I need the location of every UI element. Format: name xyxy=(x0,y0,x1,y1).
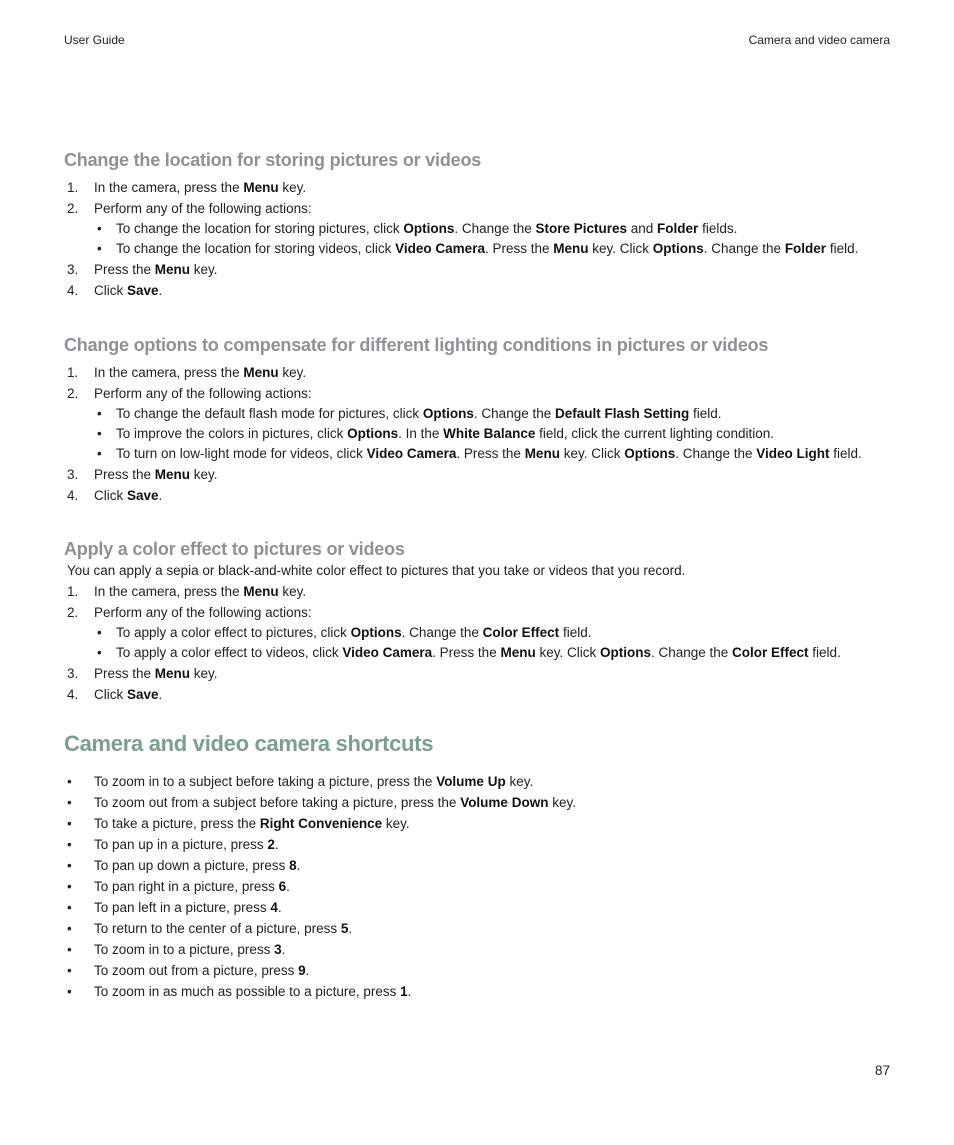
shortcut-text: . xyxy=(296,858,301,873)
shortcut-text: To pan up in a picture, press xyxy=(94,837,268,852)
ui-term: Save xyxy=(127,488,159,503)
step-text: key. xyxy=(190,666,218,681)
action-text: key. Click xyxy=(559,446,625,461)
shortcut-key: 9 xyxy=(298,963,306,978)
action-item xyxy=(94,219,894,239)
action-list xyxy=(94,623,894,663)
shortcut-text: To zoom in as much as possible to a picture, press xyxy=(94,984,401,999)
shortcut-key: 2 xyxy=(267,837,275,852)
step-text: . xyxy=(158,488,163,503)
action-text: . Change the xyxy=(473,406,555,421)
step-list xyxy=(64,177,894,301)
action-text: field. xyxy=(559,625,592,640)
spacer xyxy=(64,705,894,731)
action-text: To change the default flash mode for pictures, click xyxy=(116,406,423,421)
action-text: field. xyxy=(826,241,859,256)
ui-term: Menu xyxy=(154,467,191,482)
ui-term: Menu xyxy=(524,446,560,461)
ui-term: Menu xyxy=(243,365,279,380)
action-text: . Change the xyxy=(401,625,483,640)
page-content xyxy=(64,150,894,1002)
bullet-icon: • xyxy=(97,241,102,256)
step-item xyxy=(64,464,894,485)
shortcut-text: To pan left in a picture, press xyxy=(94,900,271,915)
step-item xyxy=(64,259,894,280)
step-list xyxy=(64,362,894,506)
shortcut-key: 4 xyxy=(270,900,278,915)
action-item xyxy=(94,444,894,464)
step-item xyxy=(64,177,894,198)
action-text: To improve the colors in pictures, click xyxy=(116,426,348,441)
ui-term: Menu xyxy=(553,241,589,256)
action-text: To apply a color effect to videos, click xyxy=(116,645,343,660)
shortcut-text: To pan right in a picture, press xyxy=(94,879,279,894)
step-text: key. xyxy=(190,262,218,277)
action-text: field. xyxy=(829,446,862,461)
ui-term: Video Camera xyxy=(366,446,457,461)
chapter-heading: Camera and video camera shortcuts xyxy=(64,731,434,756)
step-item xyxy=(64,198,894,259)
ui-term: White Balance xyxy=(443,426,536,441)
shortcut-text: . xyxy=(277,900,282,915)
shortcut-text: . xyxy=(305,963,310,978)
section-storage-location xyxy=(64,150,894,301)
step-number: 3. xyxy=(67,666,79,681)
ui-term: Default Flash Setting xyxy=(554,406,690,421)
ui-term: Save xyxy=(127,687,159,702)
step-list xyxy=(64,581,894,705)
shortcut-text: To take a picture, press the xyxy=(94,816,260,831)
step-item xyxy=(64,581,894,602)
ui-term: Options xyxy=(652,241,704,256)
shortcut-text: To return to the center of a picture, press xyxy=(94,921,341,936)
ui-term: Folder xyxy=(657,221,699,236)
shortcut-text: To zoom in to a picture, press xyxy=(94,942,275,957)
action-text: . Change the xyxy=(703,241,785,256)
step-number: 3. xyxy=(67,262,79,277)
ui-term: Menu xyxy=(154,262,191,277)
action-text: . In the xyxy=(398,426,444,441)
spacer xyxy=(64,301,894,335)
shortcut-text: To zoom out from a picture, press xyxy=(94,963,299,978)
ui-term: Color Effect xyxy=(732,645,809,660)
ui-term: Store Pictures xyxy=(535,221,628,236)
bullet-icon: • xyxy=(67,795,72,810)
step-number: 2. xyxy=(67,605,79,620)
step-number: 1. xyxy=(67,180,79,195)
step-text: In the camera, press the xyxy=(94,584,244,599)
action-text: fields. xyxy=(698,221,738,236)
shortcut-text: . xyxy=(274,837,279,852)
ui-term: Options xyxy=(347,426,399,441)
shortcut-text: To zoom out from a subject before taking a picture, press the xyxy=(94,795,461,810)
step-number: 2. xyxy=(67,201,79,216)
step-number: 4. xyxy=(67,488,79,503)
page-number: 87 xyxy=(874,1063,890,1078)
step-text: key. xyxy=(190,467,218,482)
shortcut-item xyxy=(64,960,894,981)
shortcut-item xyxy=(64,876,894,897)
step-text: key. xyxy=(278,180,307,195)
shortcut-item xyxy=(64,834,894,855)
action-item xyxy=(94,623,894,643)
shortcut-item xyxy=(64,897,894,918)
shortcut-item xyxy=(64,792,894,813)
step-item xyxy=(64,362,894,383)
bullet-icon: • xyxy=(97,221,102,236)
bullet-icon: • xyxy=(67,984,72,999)
section-intro: You can apply a sepia or black-and-white color effect to pictures that you take or videos that you record. xyxy=(67,563,686,578)
action-text: field. xyxy=(689,406,722,421)
step-text: Press the xyxy=(94,262,155,277)
action-text: field. xyxy=(808,645,841,660)
ui-term: Menu xyxy=(243,180,279,195)
bullet-icon: • xyxy=(67,921,72,936)
shortcut-item xyxy=(64,939,894,960)
shortcut-key: 5 xyxy=(340,921,349,936)
shortcut-text: . xyxy=(348,921,353,936)
ui-term: Save xyxy=(127,283,159,298)
ui-term: Options xyxy=(403,221,455,236)
ui-term: Options xyxy=(422,406,474,421)
shortcut-item xyxy=(64,771,894,792)
shortcut-text: . xyxy=(281,942,286,957)
action-list xyxy=(94,404,894,464)
section-color-effect xyxy=(64,539,894,705)
action-text: . Change the xyxy=(650,645,733,660)
bullet-icon: • xyxy=(67,879,72,894)
step-text: Click xyxy=(94,488,127,503)
step-number: 1. xyxy=(67,365,79,380)
shortcut-key: Volume Down xyxy=(460,795,549,810)
header-guide-title: User Guide xyxy=(64,33,125,47)
step-item xyxy=(64,485,894,506)
bullet-icon: • xyxy=(67,942,72,957)
bullet-icon: • xyxy=(67,816,72,831)
action-item xyxy=(94,404,894,424)
action-text: field, click the current lighting condition. xyxy=(535,426,775,441)
ui-term: Options xyxy=(624,446,676,461)
spacer xyxy=(64,506,894,539)
step-number: 3. xyxy=(67,467,79,482)
step-text: Click xyxy=(94,687,127,702)
shortcut-key: Right Convenience xyxy=(259,816,383,831)
ui-term: Video Camera xyxy=(395,241,485,256)
bullet-icon: • xyxy=(67,900,72,915)
section-heading: Change the location for storing pictures or videos xyxy=(64,150,482,170)
shortcut-list xyxy=(64,771,894,1002)
ui-term: Video Camera xyxy=(342,645,433,660)
step-text: In the camera, press the xyxy=(94,365,244,380)
shortcut-item xyxy=(64,981,894,1002)
step-text: Click xyxy=(94,283,127,298)
step-text: key. xyxy=(278,365,307,380)
bullet-icon: • xyxy=(67,774,72,789)
action-text: To apply a color effect to pictures, click xyxy=(116,625,351,640)
shortcut-key: 6 xyxy=(278,879,287,894)
bullet-icon: • xyxy=(97,446,102,461)
bullet-icon: • xyxy=(67,858,72,873)
step-item xyxy=(64,684,894,705)
shortcut-key: 8 xyxy=(289,858,297,873)
step-text: Perform any of the following actions: xyxy=(94,201,312,216)
step-text: Press the xyxy=(94,666,155,681)
bullet-icon: • xyxy=(67,963,72,978)
ui-term: Video Light xyxy=(756,446,830,461)
action-item xyxy=(94,239,894,259)
bullet-icon: • xyxy=(97,406,102,421)
ui-term: Options xyxy=(599,645,651,660)
step-text: . xyxy=(158,687,163,702)
shortcut-text: To zoom in to a subject before taking a picture, press the xyxy=(94,774,437,789)
step-number: 1. xyxy=(67,584,79,599)
action-text: . Change the xyxy=(454,221,536,236)
step-number: 4. xyxy=(67,687,79,702)
ui-term: Folder xyxy=(784,241,827,256)
action-text: key. Click xyxy=(535,645,600,660)
action-text: . Change the xyxy=(675,446,757,461)
step-item xyxy=(64,383,894,464)
action-text: key. Click xyxy=(588,241,653,256)
bullet-icon: • xyxy=(97,645,102,660)
shortcut-text: . xyxy=(407,984,412,999)
action-text: and xyxy=(627,221,658,236)
shortcut-text: key. xyxy=(505,774,534,789)
section-shortcuts xyxy=(64,731,894,1002)
ui-term: Color Effect xyxy=(482,625,560,640)
action-item xyxy=(94,643,894,663)
action-text: . Press the xyxy=(456,446,525,461)
step-text: Perform any of the following actions: xyxy=(94,386,312,401)
header-chapter-title: Camera and video camera xyxy=(748,33,890,47)
step-text: Press the xyxy=(94,467,155,482)
action-item xyxy=(94,424,894,444)
step-item xyxy=(64,663,894,684)
bullet-icon: • xyxy=(97,426,102,441)
ui-term: Menu xyxy=(154,666,191,681)
shortcut-key: Volume Up xyxy=(436,774,506,789)
bullet-icon: • xyxy=(67,837,72,852)
shortcut-item xyxy=(64,855,894,876)
action-text: . Press the xyxy=(432,645,501,660)
step-number: 2. xyxy=(67,386,79,401)
shortcut-text: key. xyxy=(548,795,576,810)
ui-term: Menu xyxy=(243,584,279,599)
shortcut-text: . xyxy=(286,879,290,894)
action-list xyxy=(94,219,894,259)
step-number: 4. xyxy=(67,283,79,298)
shortcut-item xyxy=(64,918,894,939)
section-lighting-conditions xyxy=(64,335,894,506)
ui-term: Options xyxy=(350,625,402,640)
step-text: . xyxy=(158,283,163,298)
action-text: To turn on low-light mode for videos, click xyxy=(116,446,367,461)
action-text: . Press the xyxy=(484,241,554,256)
shortcut-key: 3 xyxy=(274,942,282,957)
step-text: Perform any of the following actions: xyxy=(94,605,312,620)
step-text: key. xyxy=(278,584,307,599)
section-heading: Apply a color effect to pictures or videos xyxy=(64,539,405,559)
shortcut-item xyxy=(64,813,894,834)
action-text: To change the location for storing pictures, click xyxy=(116,221,404,236)
step-text: In the camera, press the xyxy=(94,180,244,195)
shortcut-text: To pan up down a picture, press xyxy=(94,858,290,873)
shortcut-key: 1 xyxy=(400,984,408,999)
shortcut-text: key. xyxy=(382,816,410,831)
section-heading: Change options to compensate for different lighting conditions in pictures or videos xyxy=(64,335,769,355)
ui-term: Menu xyxy=(500,645,536,660)
bullet-icon: • xyxy=(97,625,102,640)
action-text: To change the location for storing videos, click xyxy=(116,241,396,256)
step-item xyxy=(64,602,894,663)
step-item xyxy=(64,280,894,301)
